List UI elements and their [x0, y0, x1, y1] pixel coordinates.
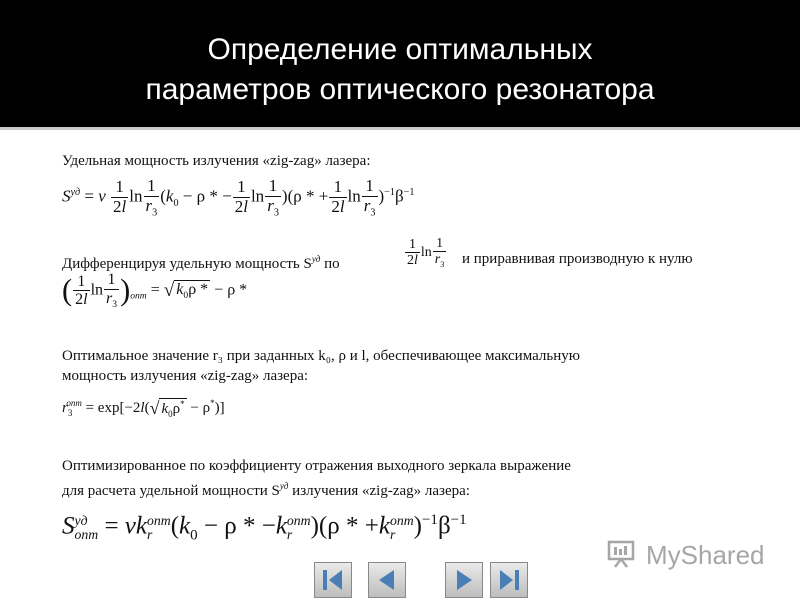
presentation-board-icon — [606, 538, 636, 568]
formula-optimal-reflectivity: $r_3^{опт} = \exp[-2l(√$ $k_0\rho^* - \rho^*$)] — [62, 398, 225, 420]
formula-optimum-condition: ( $\frac{1}{2l}$ ln $\frac{1}{r_3}$ )$_{опт}$ = √ $k_0\rho$ * − ρ * — [62, 271, 248, 310]
by-text: по — [324, 256, 340, 272]
radiation-text: излучения «zig-zag» лазера: — [292, 483, 470, 499]
paragraph-optimal-value-line-1: Оптимальное значение r₃ при заданных k₀, ρ и l, обеспечивающее максимальную — [62, 348, 580, 364]
equating-text: и приравнивая производную к нулю — [462, 251, 693, 267]
paragraph-optimal-value-line-2: мощность излучения «zig-zag» лазера: — [62, 368, 309, 384]
first-slide-button[interactable] — [314, 562, 352, 598]
paragraph-optimized-line-1: Оптимизированное по коэффициенту отражения выходного зеркала выражение — [62, 458, 571, 474]
formula-inline-variable: $\frac{1}{2l}$ ln $\frac{1}{r_3}$ — [407, 236, 445, 270]
title-divider — [0, 127, 800, 130]
differentiating-text: Дифференцируя удельную мощность S — [62, 256, 312, 272]
previous-slide-button[interactable] — [368, 562, 406, 598]
superscript-ud: уд — [311, 254, 321, 264]
first-slide-icon — [320, 567, 346, 593]
next-slide-icon — [451, 567, 477, 593]
formula-specific-power: $S^{уд} = \nu$ $\frac{1}{2l}$ ln $\frac{1}{r_3}$ ($k_0 - \rho$ * − $\frac{1}{2l}$ ln $\frac{1}{r_3}$ )(ρ * + $\frac{1}{2l}$ ln $\frac{1}{r_3}$ )$^{-1}\beta^{-1}$ — [62, 176, 415, 219]
superscript-ud-2: уд — [279, 481, 289, 491]
last-slide-icon — [496, 567, 522, 593]
next-slide-button[interactable] — [445, 562, 483, 598]
paragraph-optimized-line-2 — [62, 477, 470, 501]
formula-optimized-power: S уд опт = νk опт r ($k_0 - \rho * -k$ опт r )(ρ * +k опт r )$^{-1}\beta^{-1}$ — [62, 512, 467, 544]
subscript-opt: опт — [130, 290, 147, 302]
slide-title — [0, 30, 800, 110]
previous-slide-icon — [374, 567, 400, 593]
logo-text: MyShared — [646, 540, 765, 570]
last-slide-button[interactable] — [490, 562, 528, 598]
paragraph-specific-power: Удельная мощность излучения «zig-zag» лазера: — [62, 153, 371, 169]
slide-title-line-2: параметров оптического резонатора — [145, 73, 655, 106]
slide-title-line-1: Определение оптимальных — [207, 33, 593, 66]
for-calculation-text: для расчета удельной мощности S — [62, 483, 280, 499]
